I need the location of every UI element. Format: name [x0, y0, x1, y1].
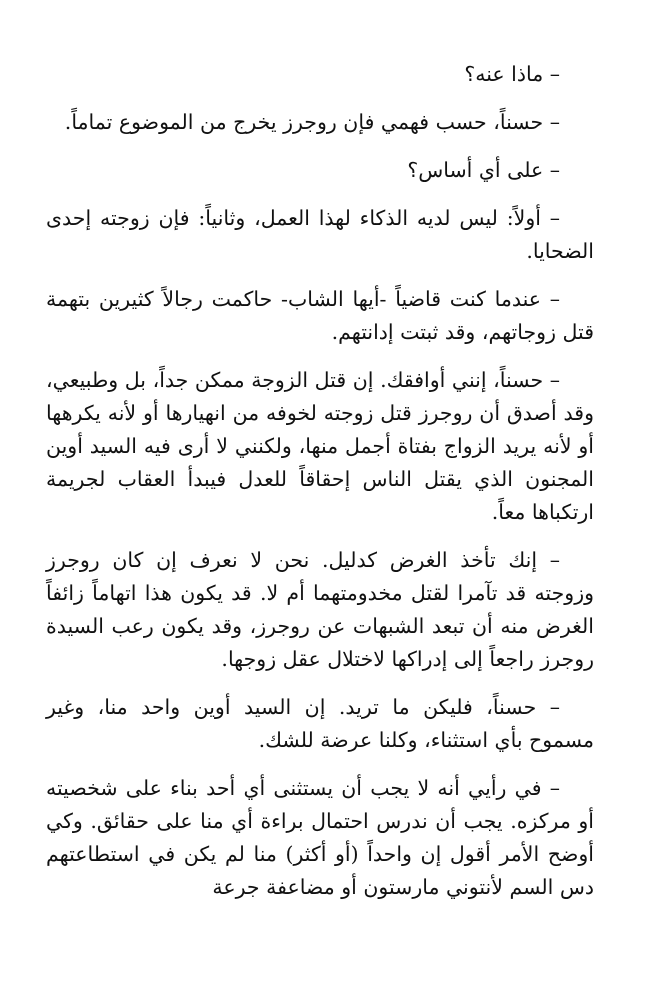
page-text — [46, 58, 594, 919]
paragraph-1: – ماذا عنه؟ — [464, 62, 560, 86]
paragraph-5: – عندما كنت قاضياً -أيها الشاب- حاكمت رجالاً كثيرين بتهمة قتل زوجاتهم، وقد ثبتت إدانتهم. — [46, 287, 594, 344]
paragraph-7: – إنك تأخذ الغرض كدليل. نحن لا نعرف إن كان روجرز وزوجته قد تآمرا لقتل مخدومتهما أم لا. قد يكون هذا اتهاماً زائفاً الغرض منه أن تبعد الشبهات عن روجرز، وقد يكون رعب السيدة روجرز راجعاً إلى إدراكها لاختلال عقل زوجها. — [46, 548, 594, 671]
paragraph-9: – في رأيي أنه لا يجب أن يستثنى أي أحد بناء على شخصيته أو مركزه. يجب أن ندرس احتمال براءة أي منا على حقائق. وكي أوضح الأمر أقول إن واحداً (أو أكثر) منا لم يكن في استطاعتهم دس السم لأنتوني مارستون أو مضاعفة جرعة — [46, 776, 594, 899]
paragraph-6: – حسناً، إنني أوافقك. إن قتل الزوجة ممكن جداً، بل وطبيعي، وقد أصدق أن روجرز قتل زوجته لخوفه من انهيارها أو لأنه يكرهها أو لأنه يريد الزواج بفتاة أجمل منها، ولكنني لا أرى فيه السيد أوين المجنون الذي يقتل الناس إحقاقاً للعدل فيبدأ العقاب لجريمة ارتكباها معاً. — [46, 368, 594, 524]
paragraph-4: – أولاً: ليس لديه الذكاء لهذا العمل، وثانياً: فإن زوجته إحدى الضحايا. — [46, 206, 594, 263]
paragraph-8: – حسناً، فليكن ما تريد. إن السيد أوين واحد منا، وغير مسموح بأي استثناء، وكلنا عرضة للشك. — [46, 695, 594, 752]
paragraph-2: – حسناً، حسب فهمي فإن روجرز يخرج من الموضوع تماماً. — [64, 110, 560, 134]
paragraph-3: – على أي أساس؟ — [407, 158, 560, 182]
